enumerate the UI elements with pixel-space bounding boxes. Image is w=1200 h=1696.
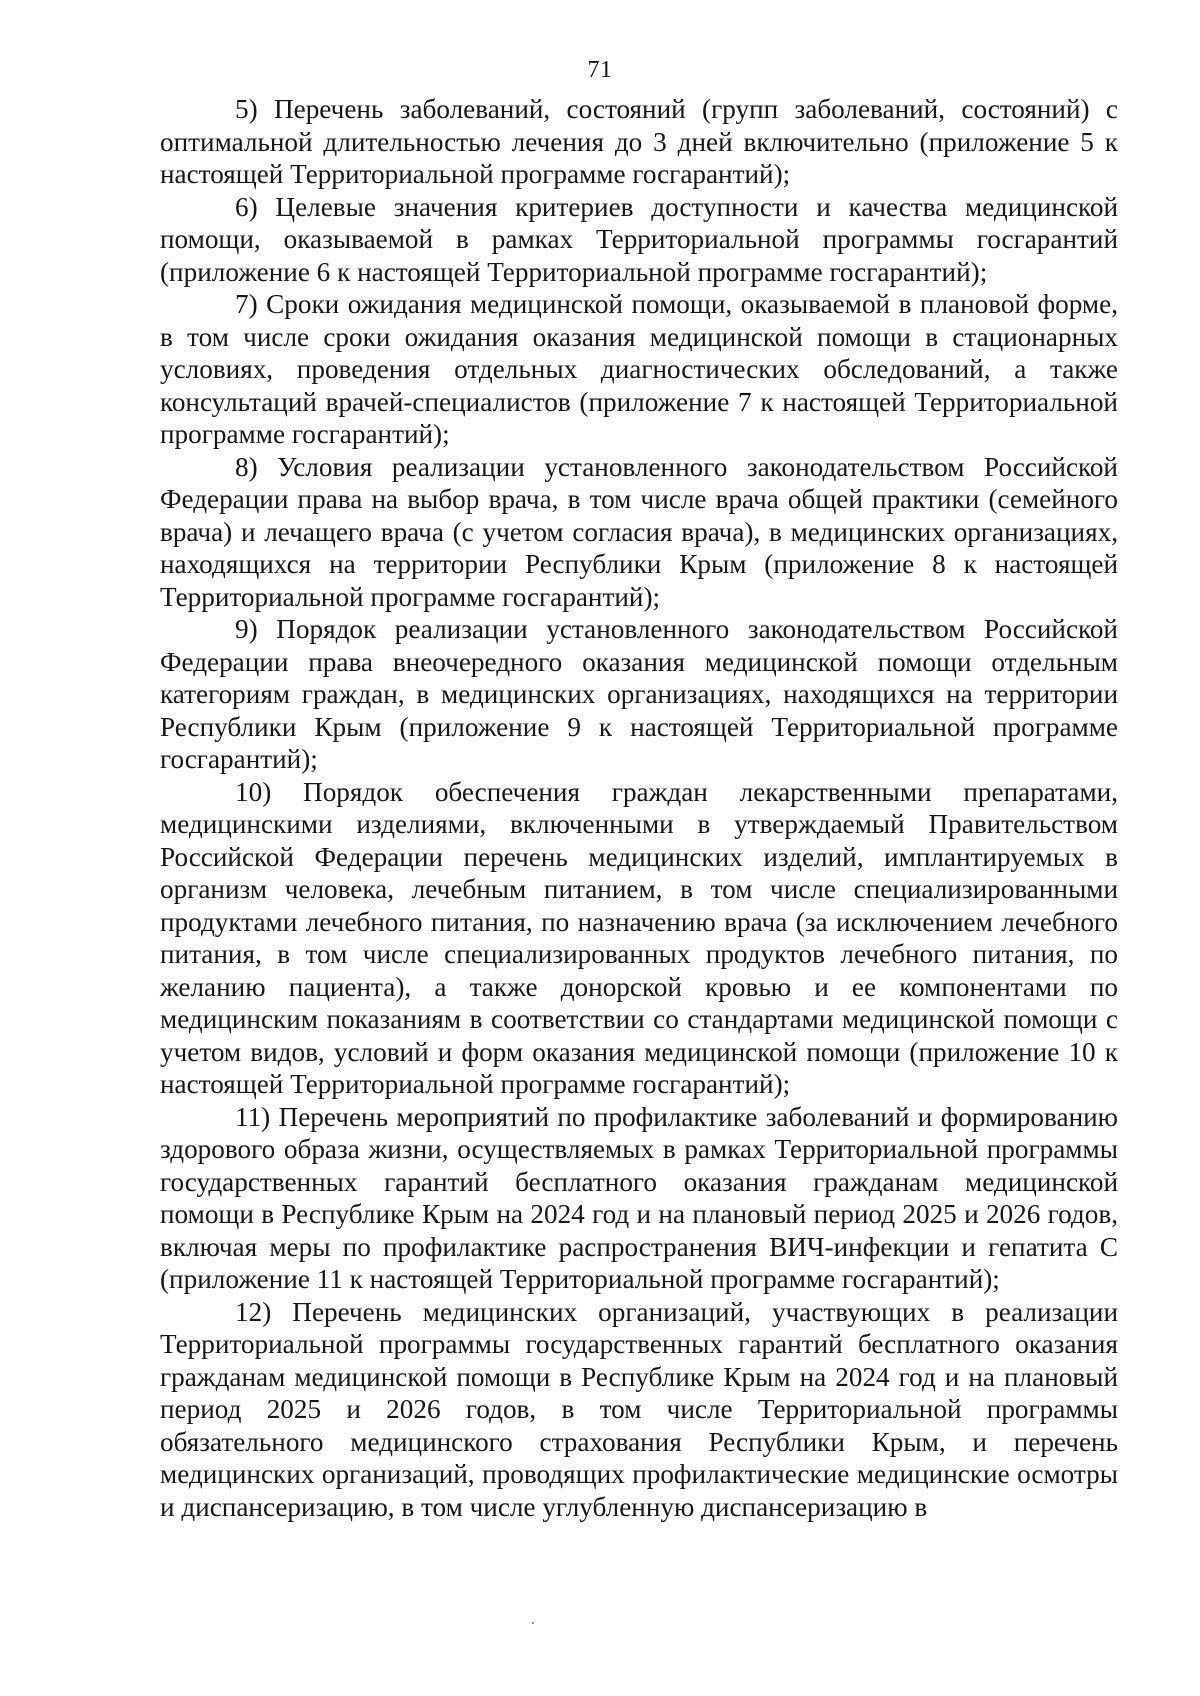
page-number: 71 [587,57,613,83]
list-item-5: 5) Перечень заболеваний, состояний (групп заболеваний, состояний) с оптимальной длительностью лечения до 3 дней включительно (приложение 5 к настоящей Территориальной программе госгарантий); [160,94,1118,189]
list-item-6: 6) Целевые значения критериев доступности и качества медицинской помощи, оказываемой в рамках Территориальной программы госгарантий (приложение 6 к настоящей Территориальной программе госгарантий); [160,191,1118,287]
list-item-12: 12) Перечень медицинских организаций, участвующих в реализации Территориальной программы государственных гарантий бесплатного оказания гражданам медицинской помощи в Республике Крым на 2024 год и на плановый период 2025 и 2026 годов, в том числе Территориальной программы обязательного медицинского страхования Республики Крым, и перечень медицинских организаций, проводящих профилактические медицинские осмотры и диспансеризацию, в том числе углубленную диспансеризацию в [160,1296,1118,1522]
list-item-7: 7) Сроки ожидания медицинской помощи, оказываемой в плановой форме, в том числе сроки ожидания оказания медицинской помощи в стационарных условиях, проведения отдельных диагностических обследований, а также консультаций врачей-специалистов (приложение 7 к настоящей Территориальной программе госгарантий); [160,289,1118,449]
document-body [160,93,1118,1523]
list-item-10: 10) Порядок обеспечения граждан лекарственными препаратами, медицинскими изделиями, включенными в утверждаемый Правительством Российской Федерации перечень медицинских изделий, имплантируемых в организм человека, лечебным питанием, в том числе специализированными продуктами лечебного питания, по назначению врача (за исключением лечебного питания, в том числе специализированных продуктов лечебного питания, по желанию пациента), а также донорской кровью и ее компонентами по медицинским показаниям в соответствии со стандартами медицинской помощи с учетом видов, условий и форм оказания медицинской помощи (приложение 10 к настоящей Территориальной программе госгарантий); [160,776,1118,1099]
list-item-8: 8) Условия реализации установленного законодательством Российской Федерации права на выбор врача, в том числе врача общей практики (семейного врача) и лечащего врача (с учетом согласия врача), в медицинских организациях, находящихся на территории Республики Крым (приложение 8 к настоящей Территориальной программе госгарантий); [160,451,1118,612]
list-item-9: 9) Порядок реализации установленного законодательством Российской Федерации права внеочередного оказания медицинской помощи отдельным категориям граждан, в медицинских организациях, находящихся на территории Республики Крым (приложение 9 к настоящей Территориальной программе госгарантий); [160,614,1118,774]
scan-artifact-dot [532,1622,534,1624]
list-item-11: 11) Перечень мероприятий по профилактике заболеваний и формированию здорового образа жизни, осуществляемых в рамках Территориальной программы государственных гарантий бесплатного оказания гражданам медицинской помощи в Республике Крым на 2024 год и на плановый период 2025 и 2026 годов, включая меры по профилактике распространения ВИЧ-инфекции и гепатита С (приложение 11 к настоящей Территориальной программе госгарантий); [160,1101,1118,1294]
